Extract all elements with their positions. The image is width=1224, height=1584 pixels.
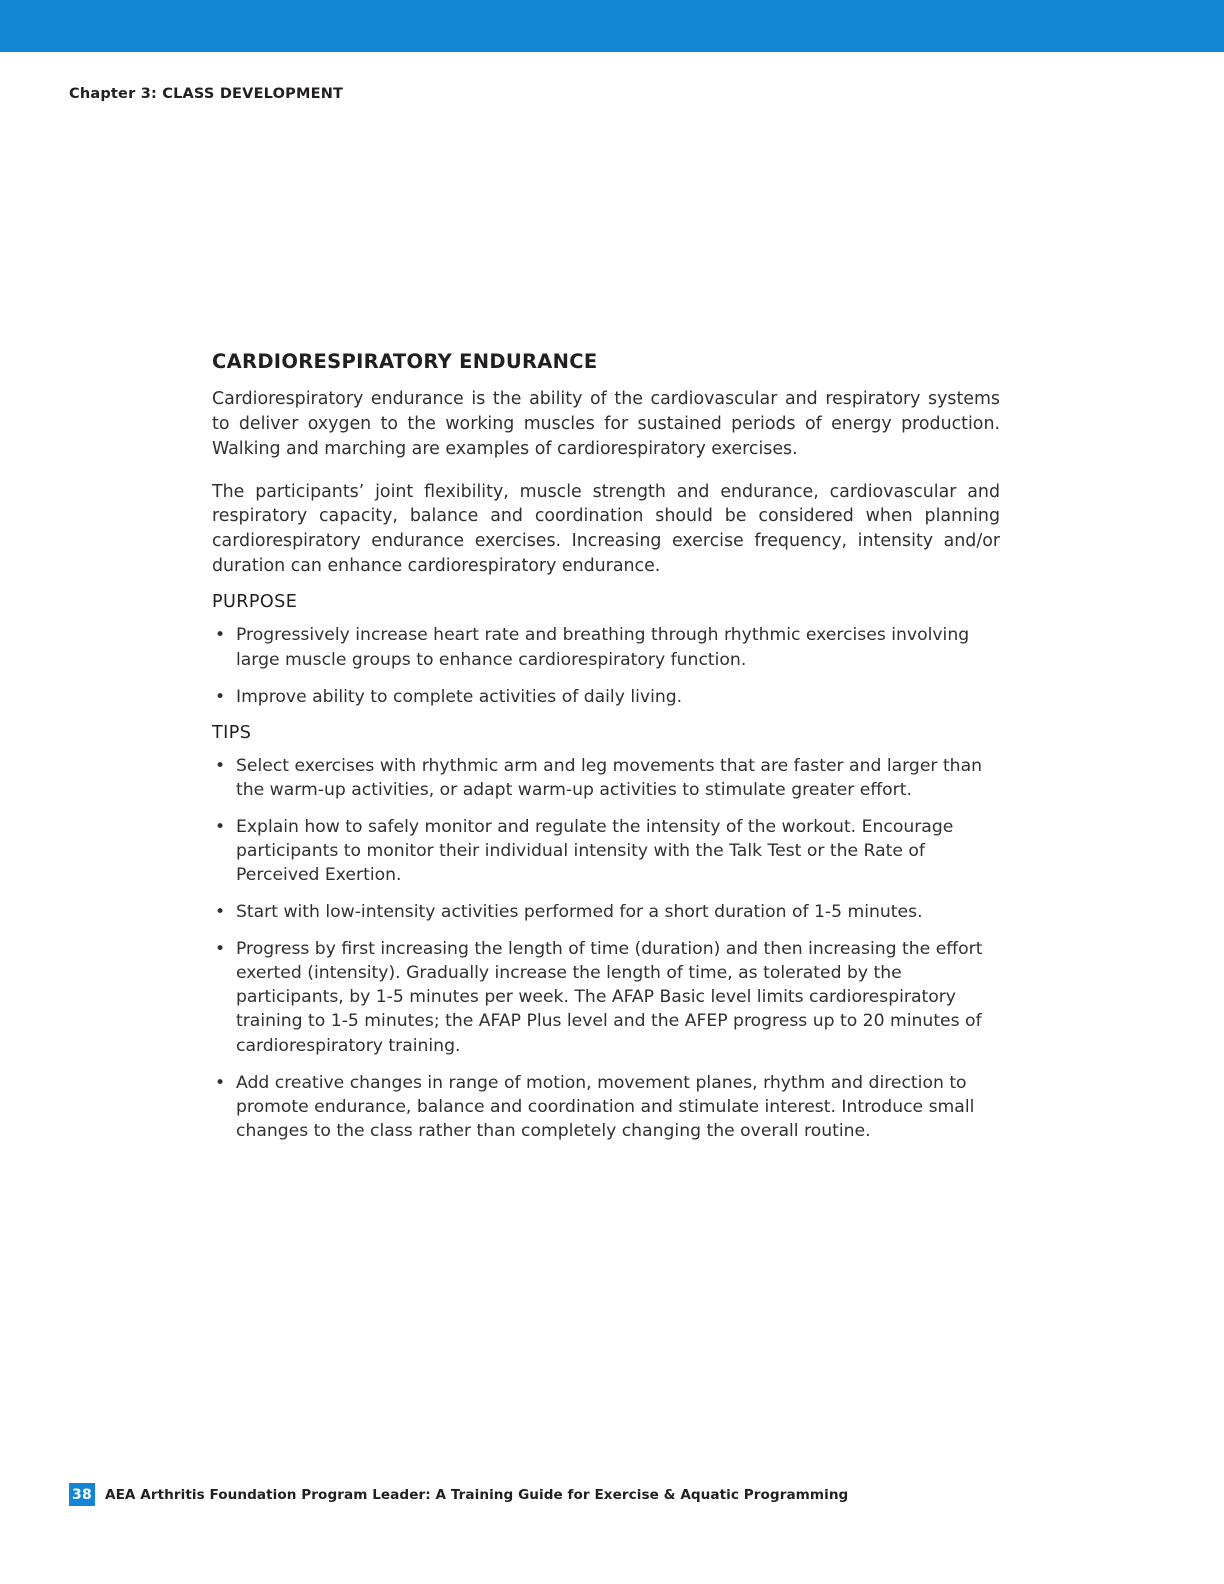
chapter-running-head: Chapter 3: CLASS DEVELOPMENT	[69, 86, 344, 102]
tips-list	[212, 754, 1000, 1143]
purpose-list	[212, 623, 1000, 708]
page-number-badge: 38	[69, 1483, 95, 1506]
list-item	[212, 754, 1000, 802]
intro-paragraph-2: The participants’ joint flexibility, muscle strength and endurance, cardiovascular and respiratory capacity, balance and coordination should be considered when planning cardiorespiratory endurance exercises. Increasing exercise frequency, intensity and/or duration can enhance cardiorespiratory endurance.	[212, 481, 1000, 576]
list-item-text: Improve ability to complete activities of daily living.	[236, 686, 683, 707]
bullet-dot-icon: •	[215, 939, 226, 960]
list-item-text: Start with low-intensity activities performed for a short duration of 1-5 minutes.	[236, 902, 923, 923]
list-item	[212, 1071, 1000, 1143]
bullet-dot-icon: •	[215, 686, 226, 707]
list-item-text: Progressively increase heart rate and breathing through rhythmic exercises involving large muscle groups to enhance cardiorespiratory function.	[236, 625, 970, 670]
list-item-text: Add creative changes in range of motion, movement planes, rhythm and direction to promote endurance, balance and coordination and stimulate interest. Introduce small changes to the class rather than completely changing the overall routine.	[236, 1072, 975, 1141]
list-item-text: Progress by first increasing the length of time (duration) and then increasing the effort exerted (intensity). Gradually increase the length of time, as tolerated by the participants, by 1-5 minutes per week. The AFAP Basic level limits cardiorespiratory training to 1-5 minutes; the AFAP Plus level and the AFEP progress up to 20 minutes of cardiorespiratory training.	[236, 939, 983, 1056]
intro-paragraph-1: Cardiorespiratory endurance is the ability of the cardiovascular and respiratory systems to deliver oxygen to the working muscles for sustained periods of energy production. Walking and marching are examples of cardiorespiratory exercises.	[212, 389, 1000, 459]
list-item	[212, 900, 1000, 924]
top-accent-band	[0, 0, 1224, 52]
footer-book-title: AEA Arthritis Foundation Program Leader: A Training Guide for Exercise & Aquatic Programming	[105, 1486, 849, 1503]
list-item-text: Select exercises with rhythmic arm and leg movements that are faster and larger than the warm-up activities, or adapt warm-up activities to stimulate greater effort.	[236, 755, 983, 800]
list-item	[212, 685, 1000, 709]
main-content-column	[212, 350, 1000, 1143]
bullet-dot-icon: •	[215, 755, 226, 776]
list-item	[212, 815, 1000, 887]
bullet-dot-icon: •	[215, 902, 226, 923]
page-footer	[69, 1483, 848, 1506]
page-title: CARDIORESPIRATORY ENDURANCE	[212, 350, 598, 373]
bullet-dot-icon: •	[215, 1072, 226, 1093]
list-item	[212, 623, 1000, 671]
bullet-dot-icon: •	[215, 625, 226, 646]
purpose-heading: PURPOSE	[212, 592, 298, 613]
list-item	[212, 937, 1000, 1057]
bullet-dot-icon: •	[215, 816, 226, 837]
list-item-text: Explain how to safely monitor and regulate the intensity of the workout. Encourage participants to monitor their individual intensity with the Talk Test or the Rate of Perceived Exertion.	[236, 816, 954, 886]
tips-heading: TIPS	[212, 722, 252, 743]
